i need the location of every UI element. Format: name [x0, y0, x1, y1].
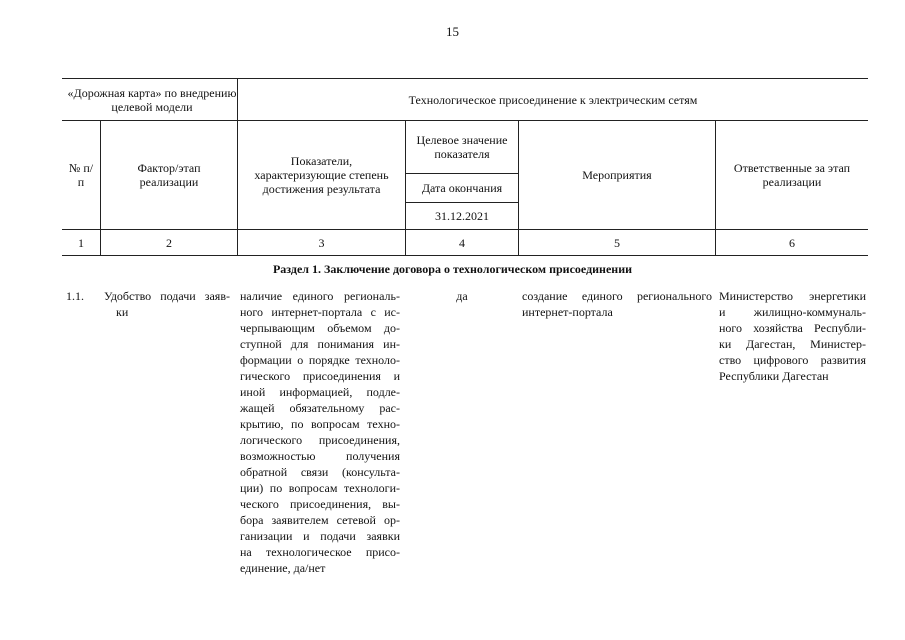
row-factor [104, 288, 230, 320]
col-header-end-date-value: 31.12.2021 [435, 209, 489, 223]
col-header-num: № п/п [68, 161, 94, 189]
table-top-rule [62, 78, 868, 79]
row-indicator-line: ступной для понимания ин- [240, 337, 400, 351]
section-title: Раздел 1. Заключение договора о технологическом присоединении [272, 262, 633, 276]
row-indicator-line: обратной связи (консульта- [240, 465, 400, 479]
row-indicator-line: ганизации и подачи заявки [240, 529, 400, 543]
row-measures [522, 288, 712, 320]
row-indicator-line: бора заявителем сетевой ор- [240, 513, 400, 527]
row-indicator-line: ции) по вопросам технологи- [240, 481, 400, 495]
col-number: 6 [789, 235, 795, 250]
col-header-factor: Фактор/этап реализации [137, 161, 201, 189]
row-responsible-line: Республики Дагестан [719, 369, 829, 383]
row-responsible-line: ки Дагестан, Министер- [719, 337, 866, 351]
row-measure-line: интернет-портала [522, 305, 613, 319]
row-indicator-line: черпывающим объемом до- [240, 321, 400, 335]
row-indicator-line: единение, да/нет [240, 561, 326, 575]
topic-title: Технологическое присоединение к электрическим сетям [408, 93, 698, 107]
row-indicator-line: гического присоединения и [240, 369, 400, 383]
row-factor-line: ки [116, 305, 129, 319]
row-factor-line: Удобство подачи заяв- [104, 289, 230, 303]
row-indicator-line: ческого присоединения, вы- [240, 497, 400, 511]
col-number: 1 [78, 235, 84, 250]
row-target: да [456, 289, 468, 303]
numbers-bottom-rule [62, 255, 868, 256]
col-header-target-value: Целевое значение показателя [416, 133, 508, 161]
row-responsible [719, 288, 866, 384]
row-indicator-line: на технологическое присо- [240, 545, 400, 559]
col-header-indicators: Показатели, характеризующие степень достижения результата [254, 154, 389, 196]
col-header-end-date: Дата окончания [421, 181, 503, 195]
row-indicator-line: жащей обязательному рас- [240, 401, 400, 415]
row-responsible-line: ство цифрового развития [719, 353, 866, 367]
col-number: 5 [614, 235, 620, 250]
col-number: 4 [459, 235, 465, 250]
row-responsible-line: ного хозяйства Республи- [719, 321, 866, 335]
col-header-measures: Мероприятия [582, 168, 652, 182]
col-number: 2 [166, 235, 172, 250]
col-number: 3 [318, 235, 325, 250]
roadmap-title: «Дорожная карта» по внедрению целевой модели [67, 86, 237, 114]
row-indicators [240, 288, 400, 576]
row-indicator-line: наличие единого региональ- [240, 289, 400, 303]
row-responsible-line: и жилищно-коммуналь- [719, 305, 866, 319]
row-indicator-line: ного интернет-портала с ис- [240, 305, 400, 319]
page-number: 15 [446, 24, 459, 39]
row-indicator-line: иной информацией, подле- [240, 385, 400, 399]
row-measure-line: создание единого регионального [522, 289, 712, 303]
col-header-responsible: Ответственные за этап реализации [733, 161, 851, 189]
row-indicator-line: формации о порядке техноло- [240, 353, 400, 367]
row-number: 1.1. [66, 289, 84, 303]
row-indicator-line: крытию, по вопросам техно- [240, 417, 400, 431]
row-indicator-line: возможностью получения [240, 449, 400, 463]
row-responsible-line: Министерство энергетики [719, 289, 866, 303]
row-indicator-line: логического присоединения, [240, 433, 400, 447]
